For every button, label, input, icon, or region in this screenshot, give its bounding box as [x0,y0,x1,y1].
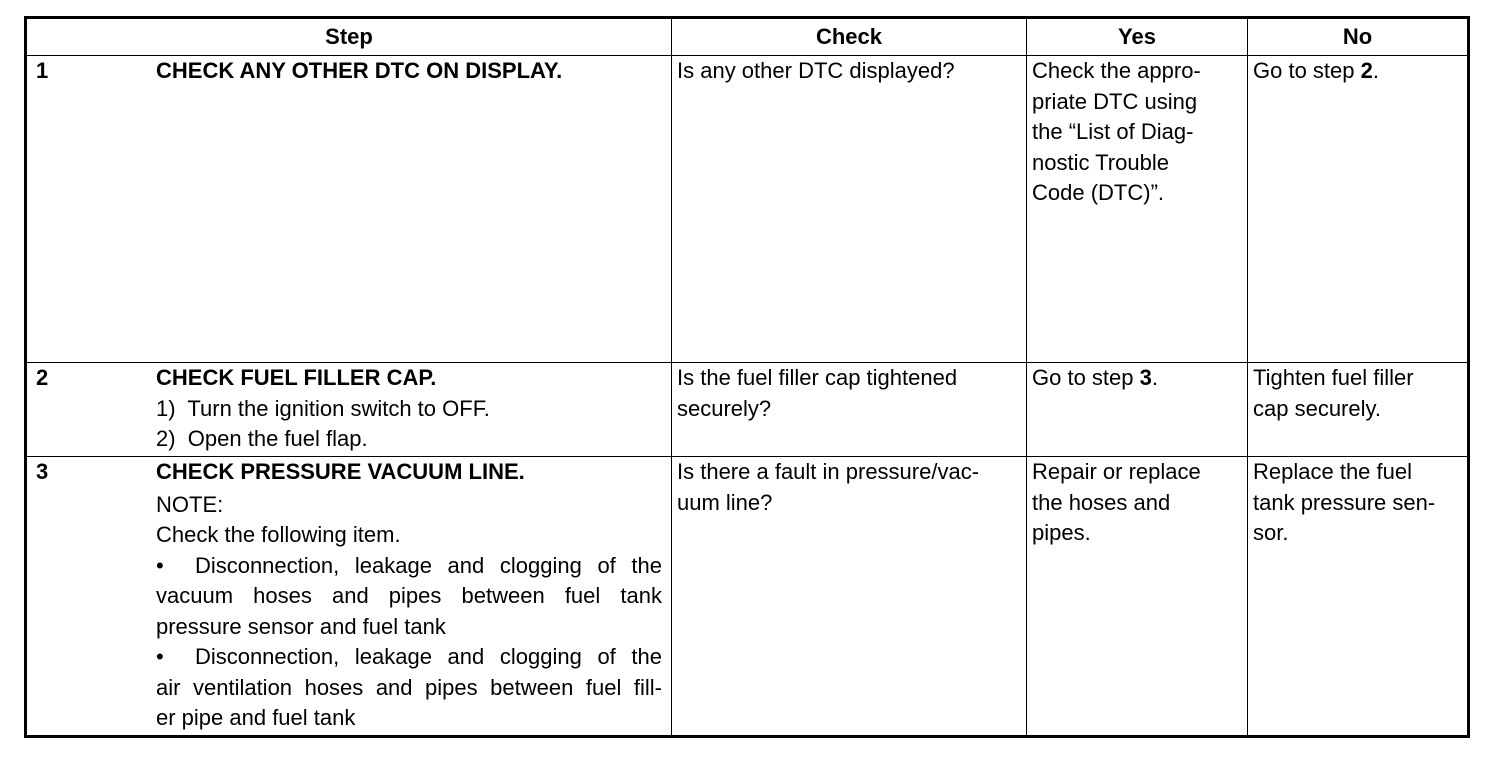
yes-cell [1027,56,1248,363]
check-line: Is there a fault in pressure/vac- [677,459,980,484]
bullet-line: pressure sensor and fuel tank [156,613,446,639]
step-number: 1 [36,58,49,83]
diagnostic-table [24,16,1470,738]
bullet-line: • Disconnection, leakage and clogging of the [156,552,662,578]
note-intro: Check the following item. [156,522,401,547]
no-step-ref: 2 [1360,58,1373,83]
no-line: tank pressure sen- [1253,489,1436,515]
no-line: Replace the fuel [1253,459,1412,484]
check-cell [672,363,1027,457]
header-yes: Yes [1027,18,1248,56]
header-step: Step [26,18,672,56]
bullet-line: vacuum hoses and pipes between fuel tank [156,583,662,608]
no-line: sor. [1253,520,1289,545]
yes-cell [1027,457,1248,737]
step-number: 3 [36,459,49,484]
step-cell [26,56,672,363]
check-cell [672,457,1027,737]
no-prefix: Go to step [1253,58,1361,83]
header-no: No [1248,18,1469,56]
yes-line: priate DTC using [1032,88,1198,114]
table-row [26,363,1469,457]
procedure-item: 1) Turn the ignition switch to OFF. [156,395,490,421]
no-cell [1248,457,1469,737]
yes-line: Repair or replace [1032,459,1201,484]
yes-line: nostic Trouble [1032,149,1169,175]
table-row [26,56,1469,363]
check-line: Is the fuel filler cap tightened [677,365,958,390]
yes-prefix: Go to step [1032,365,1140,390]
yes-step-ref: 3 [1139,365,1152,390]
check-line: uum line? [677,489,773,515]
step-number: 2 [36,365,49,390]
no-cell [1248,363,1469,457]
yes-line: the “List of Diag- [1032,119,1194,144]
check-line: securely? [677,395,772,421]
check-cell [672,56,1027,363]
yes-suffix: . [1151,365,1158,390]
procedure-item: 2) Open the fuel flap. [156,426,368,451]
yes-line: Code (DTC)”. [1032,180,1165,205]
yes-cell [1027,363,1248,457]
bullet-line: • Disconnection, leakage and clogging of the [156,644,662,669]
bullet-line: er pipe and fuel tank [156,705,356,730]
bullet-line: air ventilation hoses and pipes between fuel fill- [156,674,662,700]
yes-line: the hoses and [1032,489,1171,515]
no-suffix: . [1372,58,1379,83]
table-row [26,457,1469,737]
no-line: cap securely. [1253,395,1381,421]
step-title: CHECK ANY OTHER DTC ON DISPLAY. [156,58,563,83]
check-text: Is any other DTC displayed? [677,58,955,83]
header-check: Check [672,18,1027,56]
step-cell [26,363,672,457]
yes-line: pipes. [1032,520,1091,545]
yes-line: Check the appro- [1032,58,1201,83]
header-row [26,18,1469,56]
step-title: CHECK FUEL FILLER CAP. [156,365,437,390]
note-label: NOTE: [156,491,224,517]
no-line: Tighten fuel filler [1253,365,1414,390]
step-title: CHECK PRESSURE VACUUM LINE. [156,459,525,484]
no-cell [1248,56,1469,363]
step-cell [26,457,672,737]
